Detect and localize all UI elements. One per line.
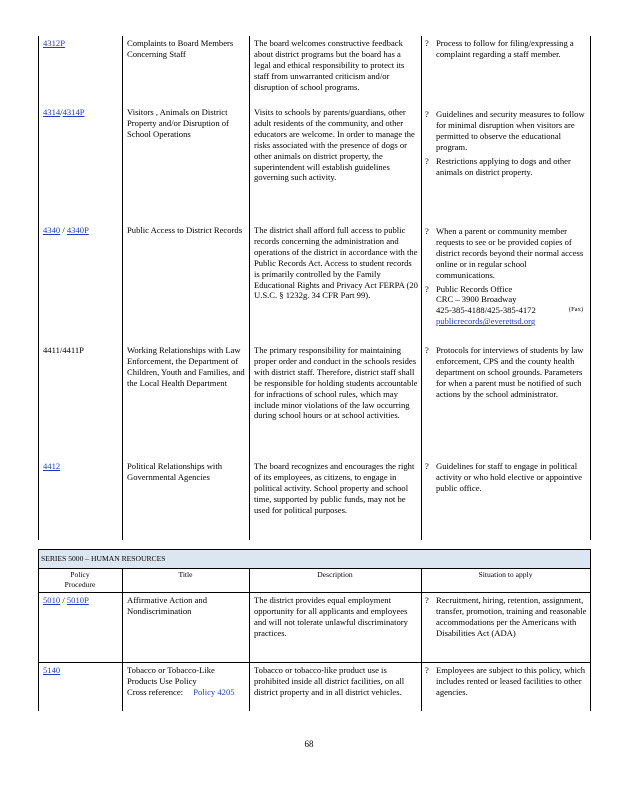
table-border-right — [590, 549, 591, 711]
description-cell: Tobacco or tobacco-like product use is prohibited inside all district facilities, on all district property and in all district vehicles. — [254, 665, 405, 697]
column-header-title: Title — [178, 570, 193, 579]
bullet-icon: ? — [425, 109, 429, 119]
procedure-link[interactable]: 4340P — [66, 225, 89, 235]
column-header-situation: Situation to apply — [478, 570, 533, 579]
policy-link[interactable]: 4314 — [43, 107, 61, 117]
description-cell: The primary responsibility for maintaining proper order and conduct in the schools resides with district staff. Therefore, district staff shall be responsible for holding students accountable for infractions of school rules, which may include minor violations of the law occurring during school hours or at school activities. — [254, 345, 418, 421]
bullet-icon: ? — [425, 595, 429, 605]
policy-link[interactable]: 4340 — [43, 225, 61, 235]
list-item: ? Restrictions applying to dogs and other animals on district property. — [425, 155, 571, 177]
title-cell: Political Relationships with Governmental Agencies — [127, 461, 223, 482]
situation-cell — [425, 461, 587, 497]
procedure-link[interactable]: 5010P — [66, 595, 89, 605]
bullet-icon: ? — [425, 345, 429, 355]
page-number: 68 — [304, 739, 314, 749]
situation-cell — [425, 345, 587, 403]
bullet-icon: ? — [425, 155, 429, 166]
bullet-icon: ? — [425, 38, 429, 48]
title-cell: Working Relationships with Law Enforcement, the Department of Children, Youth and Families, and the Local Health Department — [127, 345, 245, 388]
email-link[interactable]: publicrecords@everettsd.org — [436, 316, 536, 327]
column-header-description: Description — [317, 570, 353, 579]
policy-number-cell — [43, 225, 119, 236]
policy-separator: / — [60, 107, 63, 117]
column-divider — [122, 568, 123, 711]
title-cell: Affirmative Action and Nondiscrimination — [127, 595, 208, 616]
policy-link[interactable]: 5010 — [43, 595, 61, 605]
policy-number-cell — [43, 461, 119, 472]
fax-label: (Fax) — [568, 306, 583, 314]
bullet-icon: ? — [425, 283, 429, 294]
bullet-icon: ? — [425, 226, 429, 236]
table-border-right — [590, 36, 591, 540]
title-cell: Complaints to Board Members Concerning Staff — [127, 38, 234, 59]
bullet-icon: ? — [425, 665, 429, 675]
policy-number-cell — [43, 107, 119, 118]
table-border-left — [38, 36, 39, 540]
list-item: ? When a parent or community member requests to see or be provided copies of district records beyond their normal access online or in regular school communications. — [425, 226, 584, 280]
records-office-contact — [425, 284, 587, 328]
column-divider — [122, 36, 123, 540]
situation-cell — [425, 665, 587, 701]
situation-cell — [425, 109, 587, 180]
column-divider — [421, 568, 422, 711]
bullet-icon: ? — [425, 461, 429, 471]
situation-cell — [425, 38, 587, 63]
list-item: ? Employees are subject to this policy, which includes rented or leased facilities to other agencies. — [425, 665, 586, 697]
series-heading: SERIES 5000 – HUMAN RESOURCES — [38, 550, 591, 568]
list-item: ? Guidelines and security measures to follow for minimal disruption when visitors are permitted to observe the educational program. — [425, 109, 585, 152]
procedure-link[interactable]: 4314P — [62, 107, 85, 117]
policy-number-cell — [43, 665, 119, 676]
policy-link[interactable]: 5140 — [43, 665, 61, 675]
list-item: ? Recruitment, hiring, retention, assignment, transfer, promotion, training and reasonable accommodations per the Americans with Disabilities Act (ADA) — [425, 595, 587, 638]
policy-link[interactable]: 4312P — [43, 38, 65, 48]
cross-reference: Cross reference: Policy 4205 — [127, 686, 235, 697]
office-address: CRC – 3900 Broadway — [436, 294, 517, 305]
policy-link[interactable]: 4412 — [43, 461, 61, 471]
policy-separator: / — [60, 225, 67, 235]
cross-reference-link[interactable]: Policy 4205 — [193, 686, 235, 697]
row-divider — [38, 662, 591, 663]
office-name: Public Records Office — [436, 283, 513, 294]
list-item: ? Guidelines for staff to engage in political activity or who hold elective or appointive public office. — [425, 461, 583, 493]
column-divider — [249, 36, 250, 540]
policy-number-cell — [43, 345, 119, 356]
policy-separator: / — [60, 595, 67, 605]
description-cell: The district provides equal employment opportunity for all applicants and employees and will not tolerate unlawful discriminatory practices. — [254, 595, 408, 638]
title-cell: Tobacco or Tobacco-Like Products Use Policy Cross reference: Policy 4205 — [127, 665, 245, 698]
description-cell: Visits to schools by parents/guardians, other adult residents of the community, and other educators are welcome. In order to manage the risks associated with the presence of dogs or other animals on district property, the superintendent will establish guidelines governing such activity. — [254, 107, 415, 183]
column-divider — [249, 568, 250, 711]
policy-number: 4411/4411P — [43, 345, 84, 355]
situation-cell — [425, 226, 587, 330]
policy-number-cell — [43, 595, 119, 606]
description-cell: The board recognizes and encourages the right of its employees, as citizens, to engage in political activity. School property and school time, supported by public funds, may not be used for political purposes. — [254, 461, 415, 515]
situation-cell — [425, 595, 587, 642]
list-item: ? Process to follow for filing/expressing a complaint regarding a staff member. — [425, 38, 574, 59]
column-divider — [421, 36, 422, 540]
office-phone: 425-385-4188/425-385-4172 (Fax) — [436, 305, 583, 316]
column-header-policy: Policy Procedure — [64, 570, 96, 589]
list-item: ? Protocols for interviews of students by law enforcement, CPS and the county health department on school grounds. Parameters for when a parent must be notified of such actions by the school administrator. — [425, 345, 584, 399]
title-cell: Public Access to District Records — [127, 225, 243, 235]
divider — [38, 568, 591, 569]
divider — [38, 592, 591, 593]
description-cell: The board welcomes constructive feedback about district programs but the board has a legal and ethical responsibility to protect its staff from unwarranted criticism and/or disruption of school programs. — [254, 38, 405, 92]
description-cell: The district shall afford full access to public records concerning the administration and operations of the district in accordance with the Public Records Act. Access to student records is primarily controlled by the Family Educational Rights and Privacy Act FERPA (20 U.S.C. § 1232g. 34 CFR Part 99). — [254, 225, 418, 301]
title-cell: Visitors , Animals on District Property and/or Disruption of School Operations — [127, 107, 229, 139]
policy-number-cell — [43, 38, 119, 49]
